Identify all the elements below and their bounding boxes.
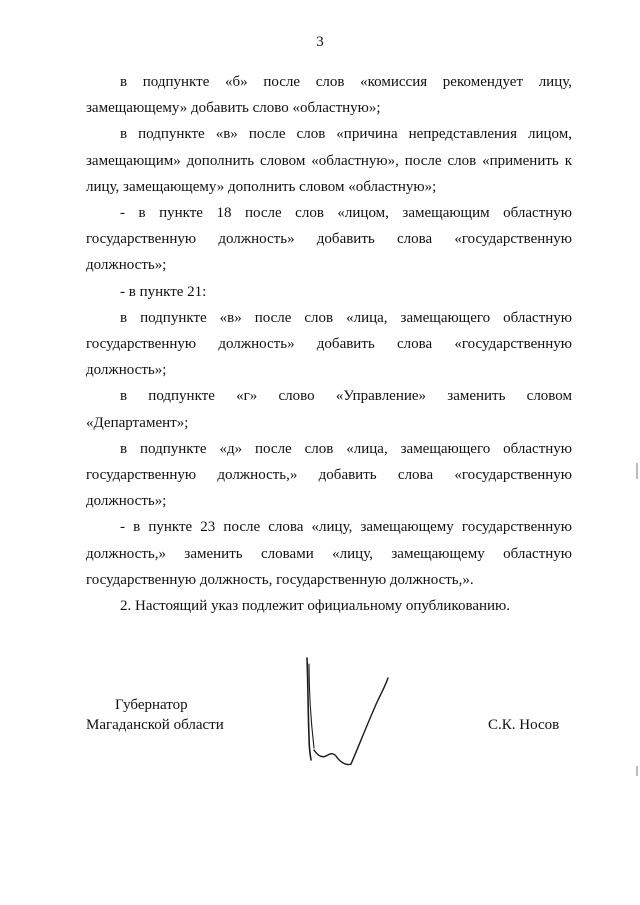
paragraph-item-21-subitem-v: в подпункте «в» после слов «лица, замещающего областную государственную должность» добавить слова «государственную должность»;: [86, 309, 572, 379]
scan-edge-mark: [636, 766, 638, 776]
document-body: [86, 69, 572, 619]
paragraph-item-21: - в пункте 21:: [120, 283, 207, 300]
page-number: 3: [316, 34, 324, 50]
paragraph-item-21-subitem-d: в подпункте «д» после слов «лица, замещающего областную государственную должность,» добавить слова «государственную должность»;: [86, 440, 572, 510]
paragraph-item-23: - в пункте 23 после слова «лицу, замещающему государственную должность,» заменить словами «лицу, замещающему областную государственную должность, государственную должность,».: [86, 519, 572, 588]
handwritten-signature: [296, 652, 396, 772]
paragraph-subitem-b: в подпункте «б» после слов «комиссия рекомендует лицу, замещающему» добавить слово «областную»;: [86, 74, 572, 117]
signer-title: [86, 695, 224, 735]
paragraph-item-21-subitem-g: в подпункте «г» слово «Управление» заменить словом «Департамент»;: [86, 388, 572, 431]
scan-edge-mark: [636, 463, 638, 479]
signer-position: Губернатор: [115, 697, 188, 713]
signer-region: Магаданской области: [86, 717, 224, 733]
paragraph-subitem-v: в подпункте «в» после слов «причина непредставления лицом, замещающим» дополнить словом «областную», после слов «применить к лицу, замещающему» дополнить словом «областную»;: [86, 126, 572, 195]
paragraph-publication: 2. Настоящий указ подлежит официальному опубликованию.: [120, 598, 511, 615]
paragraph-item-18: - в пункте 18 после слов «лицом, замещающим областную государственную должность» добавить слова «государственную должность»;: [86, 205, 572, 274]
signer-name: С.К. Носов: [488, 717, 560, 733]
